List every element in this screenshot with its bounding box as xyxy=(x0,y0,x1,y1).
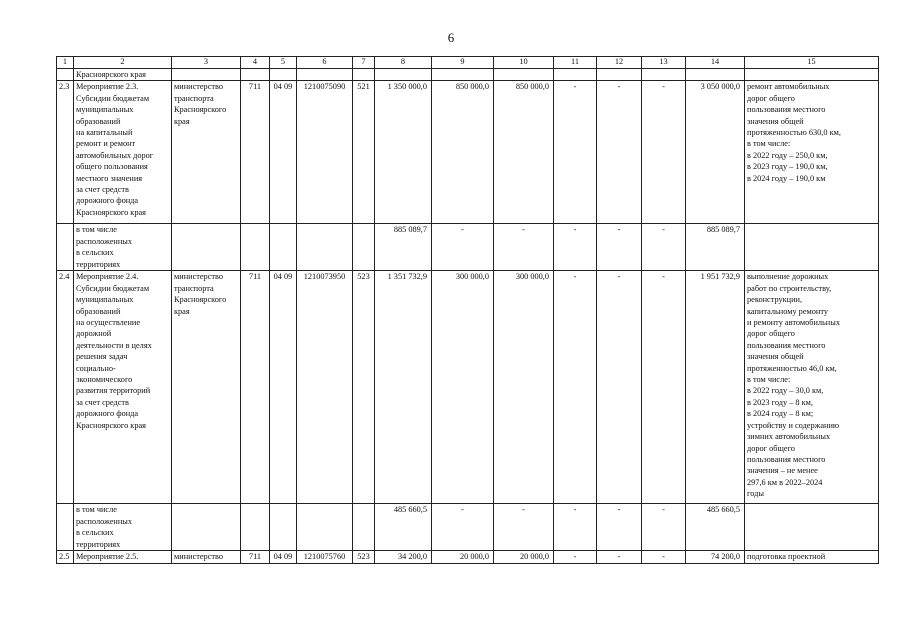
cell-value: 20 000,0 xyxy=(494,551,554,563)
cell-value: 300 000,0 xyxy=(432,271,494,504)
cell xyxy=(642,69,686,81)
cell xyxy=(57,504,74,551)
cell-total: 1 951 732,9 xyxy=(686,271,745,504)
cell xyxy=(241,504,270,551)
budget-table xyxy=(56,56,879,564)
cell xyxy=(494,69,554,81)
cell-rzpr: 04 09 xyxy=(270,271,297,504)
header-cell: 12 xyxy=(597,57,642,69)
cell-value: - xyxy=(642,551,686,563)
cell-name: Мероприятие 2.4. Субсидии бюджетам муниципальных образований на осуществление дорожной деятельности в целях решения задач социально- экономического развития территорий за счет средств дорожного фонда Красноярского края xyxy=(74,271,172,504)
cell-grbs: 711 xyxy=(241,551,270,563)
header-cell: 5 xyxy=(270,57,297,69)
cell-name: Мероприятие 2.3. Субсидии бюджетам муниципальных образований на капитальный ремонт и ремонт автомобильных дорог общего пользования местного значения за счет средств дорожного фонда Красноярского края xyxy=(74,81,172,224)
cell-rzpr: 04 09 xyxy=(270,551,297,563)
cell-total: 885 089,7 xyxy=(686,224,745,271)
header-row xyxy=(57,57,879,69)
cell-grbs: 711 xyxy=(241,271,270,504)
cell-value: - xyxy=(597,551,642,563)
cell-value: - xyxy=(642,81,686,224)
cell-num: 2.5 xyxy=(57,551,74,563)
cell xyxy=(745,504,879,551)
header-cell: 4 xyxy=(241,57,270,69)
cell-csr: 1210075090 xyxy=(297,81,353,224)
cell-org: министерство транспорта Красноярского края xyxy=(172,271,241,504)
cell-value: - xyxy=(597,271,642,504)
cell-result: ремонт автомобильных дорог общего пользования местного значения общей протяженностью 630,0 км, в том числе: в 2022 году – 250,0 км, в 2023 году – 190,0 км, в 2024 году – 190,0 км xyxy=(745,81,879,224)
cell xyxy=(353,69,375,81)
cell-value: - xyxy=(554,551,597,563)
cell-result: подготовка проектной xyxy=(745,551,879,563)
cell-org: министерство транспорта Красноярского края xyxy=(172,81,241,224)
cell-value: - xyxy=(432,224,494,271)
header-cell: 10 xyxy=(494,57,554,69)
cell-csr: 1210073950 xyxy=(297,271,353,504)
header-cell: 6 xyxy=(297,57,353,69)
cell-value: - xyxy=(642,271,686,504)
cell xyxy=(745,224,879,271)
page-number: 6 xyxy=(447,30,455,45)
cell-csr: 1210075760 xyxy=(297,551,353,563)
cell-value: - xyxy=(597,224,642,271)
cell-value: 485 660,5 xyxy=(375,504,432,551)
cell-value: - xyxy=(554,504,597,551)
cell-value: - xyxy=(554,224,597,271)
cell xyxy=(172,69,241,81)
cell xyxy=(432,69,494,81)
cell xyxy=(353,224,375,271)
cell-value: - xyxy=(642,504,686,551)
cell xyxy=(57,224,74,271)
table-row-carry xyxy=(57,69,879,81)
cell-vr: 523 xyxy=(353,551,375,563)
cell-value: 34 200,0 xyxy=(375,551,432,563)
header-cell: 8 xyxy=(375,57,432,69)
header-cell: 13 xyxy=(642,57,686,69)
table-row-2-4 xyxy=(57,271,879,504)
cell-value: - xyxy=(554,81,597,224)
cell-value: - xyxy=(597,81,642,224)
cell xyxy=(554,69,597,81)
cell xyxy=(270,504,297,551)
cell xyxy=(270,69,297,81)
cell-value: 885 089,7 xyxy=(375,224,432,271)
cell-name: в том числе расположенных в сельских территориях xyxy=(74,224,172,271)
cell xyxy=(686,69,745,81)
cell-num: 2.4 xyxy=(57,271,74,504)
cell-total: 485 660,5 xyxy=(686,504,745,551)
cell-value: - xyxy=(642,224,686,271)
table-row-2-4-rural xyxy=(57,504,879,551)
cell xyxy=(745,69,879,81)
header-cell: 3 xyxy=(172,57,241,69)
header-cell: 11 xyxy=(554,57,597,69)
header-cell: 15 xyxy=(745,57,879,69)
cell-total: 3 050 000,0 xyxy=(686,81,745,224)
header-cell: 1 xyxy=(57,57,74,69)
cell xyxy=(353,504,375,551)
cell-value: 20 000,0 xyxy=(432,551,494,563)
cell xyxy=(597,69,642,81)
cell xyxy=(297,504,353,551)
cell xyxy=(172,224,241,271)
cell xyxy=(375,69,432,81)
cell xyxy=(297,69,353,81)
cell xyxy=(241,69,270,81)
cell xyxy=(297,224,353,271)
header-cell: 7 xyxy=(353,57,375,69)
cell-name: Мероприятие 2.5. xyxy=(74,551,172,563)
cell-value: 850 000,0 xyxy=(494,81,554,224)
cell xyxy=(241,224,270,271)
cell-value: - xyxy=(554,271,597,504)
cell-grbs: 711 xyxy=(241,81,270,224)
cell-value: 1 350 000,0 xyxy=(375,81,432,224)
cell-vr: 521 xyxy=(353,81,375,224)
table-row-2-3-rural xyxy=(57,224,879,271)
cell-rzpr: 04 09 xyxy=(270,81,297,224)
cell xyxy=(172,504,241,551)
cell-org: министерство xyxy=(172,551,241,563)
cell-value: 850 000,0 xyxy=(432,81,494,224)
cell-value: 300 000,0 xyxy=(494,271,554,504)
cell-result: выполнение дорожных работ по строительству, реконструкции, капитальному ремонту и ремонту автомобильных дорог общего пользования местного значения общей протяженностью 46,0 км, в том числе: в 2022 году – 30,0 км, в 2023 году – 8 км, в 2024 году – 8 км; устройству и содержанию зимних автомобильных дорог общего пользования местного значения – не менее 297,6 км в 2022–2024 годы xyxy=(745,271,879,504)
cell-value: - xyxy=(432,504,494,551)
cell-name: в том числе расположенных в сельских территориях xyxy=(74,504,172,551)
cell-total: 74 200,0 xyxy=(686,551,745,563)
cell-value: 1 351 732,9 xyxy=(375,271,432,504)
header-cell: 2 xyxy=(74,57,172,69)
table-row-2-3 xyxy=(57,81,879,224)
header-cell: 14 xyxy=(686,57,745,69)
cell xyxy=(57,69,74,81)
cell-vr: 523 xyxy=(353,271,375,504)
cell-value: - xyxy=(597,504,642,551)
cell-value: - xyxy=(494,224,554,271)
header-cell: 9 xyxy=(432,57,494,69)
table-row-2-5 xyxy=(57,551,879,563)
cell-value: - xyxy=(494,504,554,551)
cell-num: 2.3 xyxy=(57,81,74,224)
cell-name: Красноярского края xyxy=(74,69,172,81)
cell xyxy=(270,224,297,271)
